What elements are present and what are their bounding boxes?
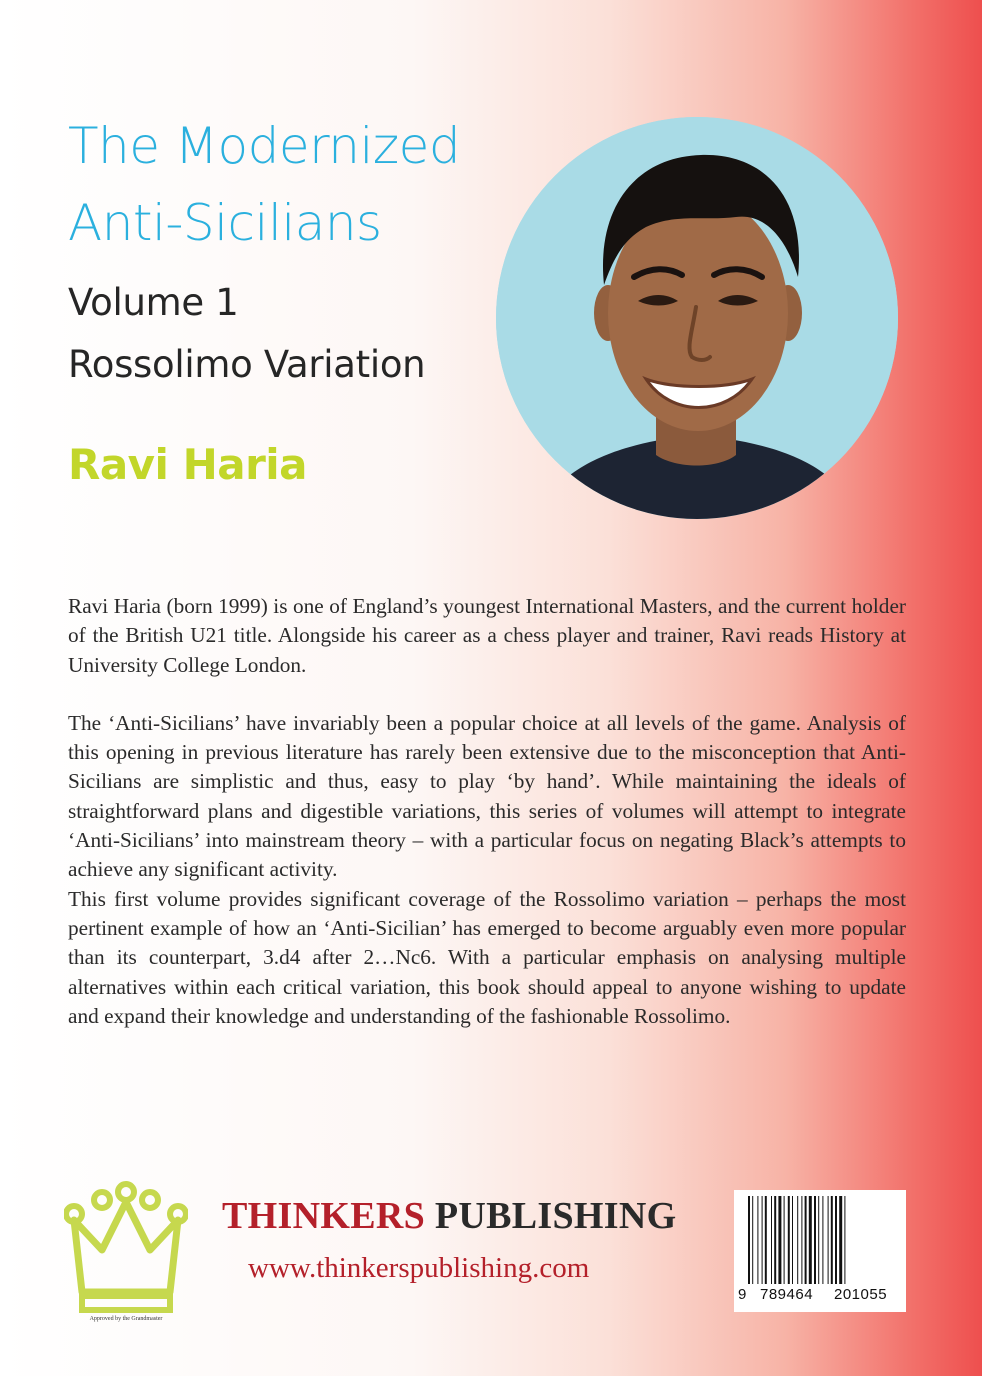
- author-bio-paragraph: Ravi Haria (born 1999) is one of England’s youngest International Masters, and the current holder of the British U21 title. Alongside his career as a chess player and trainer, Ravi reads History at University College London.: [68, 594, 906, 677]
- book-title-line-1: The Modernized: [68, 117, 461, 175]
- barcode-bar: [805, 1196, 807, 1284]
- barcode-bars: [734, 1190, 906, 1286]
- barcode-bar: [814, 1196, 816, 1284]
- volume-label: Volume 1: [68, 281, 239, 324]
- barcode-bar: [792, 1196, 793, 1284]
- barcode-bar: [784, 1196, 785, 1284]
- description-paragraph: This first volume provides significant coverage of the Rossolimo variation – perhaps the most pertinent example of how an ‘Anti-Sicilian’ has emerged to become arguably even more popular than its counterpart, 3.d4 after 2…Nc6. With a particular emphasis on analysing multiple alternatives within each critical variation, this book should appeal to anyone wishing to update and expand their knowledge and understanding of the fashionable Rossolimo.: [68, 886, 906, 1028]
- barcode-bar: [835, 1196, 837, 1284]
- author-portrait: [496, 117, 898, 519]
- publisher-name: [222, 1194, 676, 1238]
- barcode-bar: [797, 1196, 798, 1284]
- book-subtitle: [68, 272, 425, 396]
- barcode-bar: [757, 1196, 758, 1284]
- barcode-bar: [828, 1196, 829, 1284]
- book-description: [68, 592, 906, 1031]
- barcode-bar: [809, 1196, 812, 1284]
- barcode-bar: [831, 1196, 833, 1284]
- book-title-line-2: Anti-Sicilians: [68, 194, 382, 252]
- barcode-bar: [839, 1196, 842, 1284]
- barcode-bar: [752, 1196, 753, 1284]
- crown-caption: Approved by the Grandmaster: [89, 1316, 163, 1322]
- barcode-bar: [844, 1196, 845, 1284]
- barcode-bar: [771, 1196, 772, 1284]
- barcode-bar: [774, 1196, 776, 1284]
- book-title: [68, 108, 460, 262]
- barcode-bar: [801, 1196, 802, 1284]
- barcode-bar: [818, 1196, 819, 1284]
- publisher-name-red: THINKERS: [222, 1195, 426, 1237]
- author-name: Ravi Haria: [68, 440, 308, 489]
- isbn-left-group: 789464: [760, 1286, 814, 1303]
- description-paragraph: The ‘Anti-Sicilians’ have invariably been a popular choice at all levels of the game. Analysis of this opening in previous literature has rarely been extensive due to the misconception that Anti-Sicilians are simplistic and thus, easy to play ‘by hand’. While maintaining the ideals of straightforward plans and digestible variations, this series of volumes will attempt to integrate ‘Anti-Sicilians’ into mainstream theory – with a particular focus on negating Black’s attempts to achieve any significant activity.: [68, 710, 906, 882]
- variation-label: Rossolimo Variation: [68, 343, 426, 386]
- barcode-bar: [765, 1196, 767, 1284]
- barcode-bar: [788, 1196, 790, 1284]
- publisher-name-dark: PUBLISHING: [434, 1195, 677, 1237]
- isbn-first-digit: 9: [738, 1286, 747, 1303]
- barcode-bar: [748, 1196, 750, 1284]
- isbn-right-group: 201055: [834, 1286, 888, 1303]
- barcode-bar: [822, 1196, 823, 1284]
- barcode-bar: [778, 1196, 781, 1284]
- publisher-website: www.thinkerspublishing.com: [248, 1252, 590, 1284]
- barcode-bar: [762, 1196, 763, 1284]
- isbn-barcode: [734, 1190, 906, 1312]
- portrait-illustration: [496, 117, 898, 519]
- crown-logo-icon: [64, 1180, 188, 1316]
